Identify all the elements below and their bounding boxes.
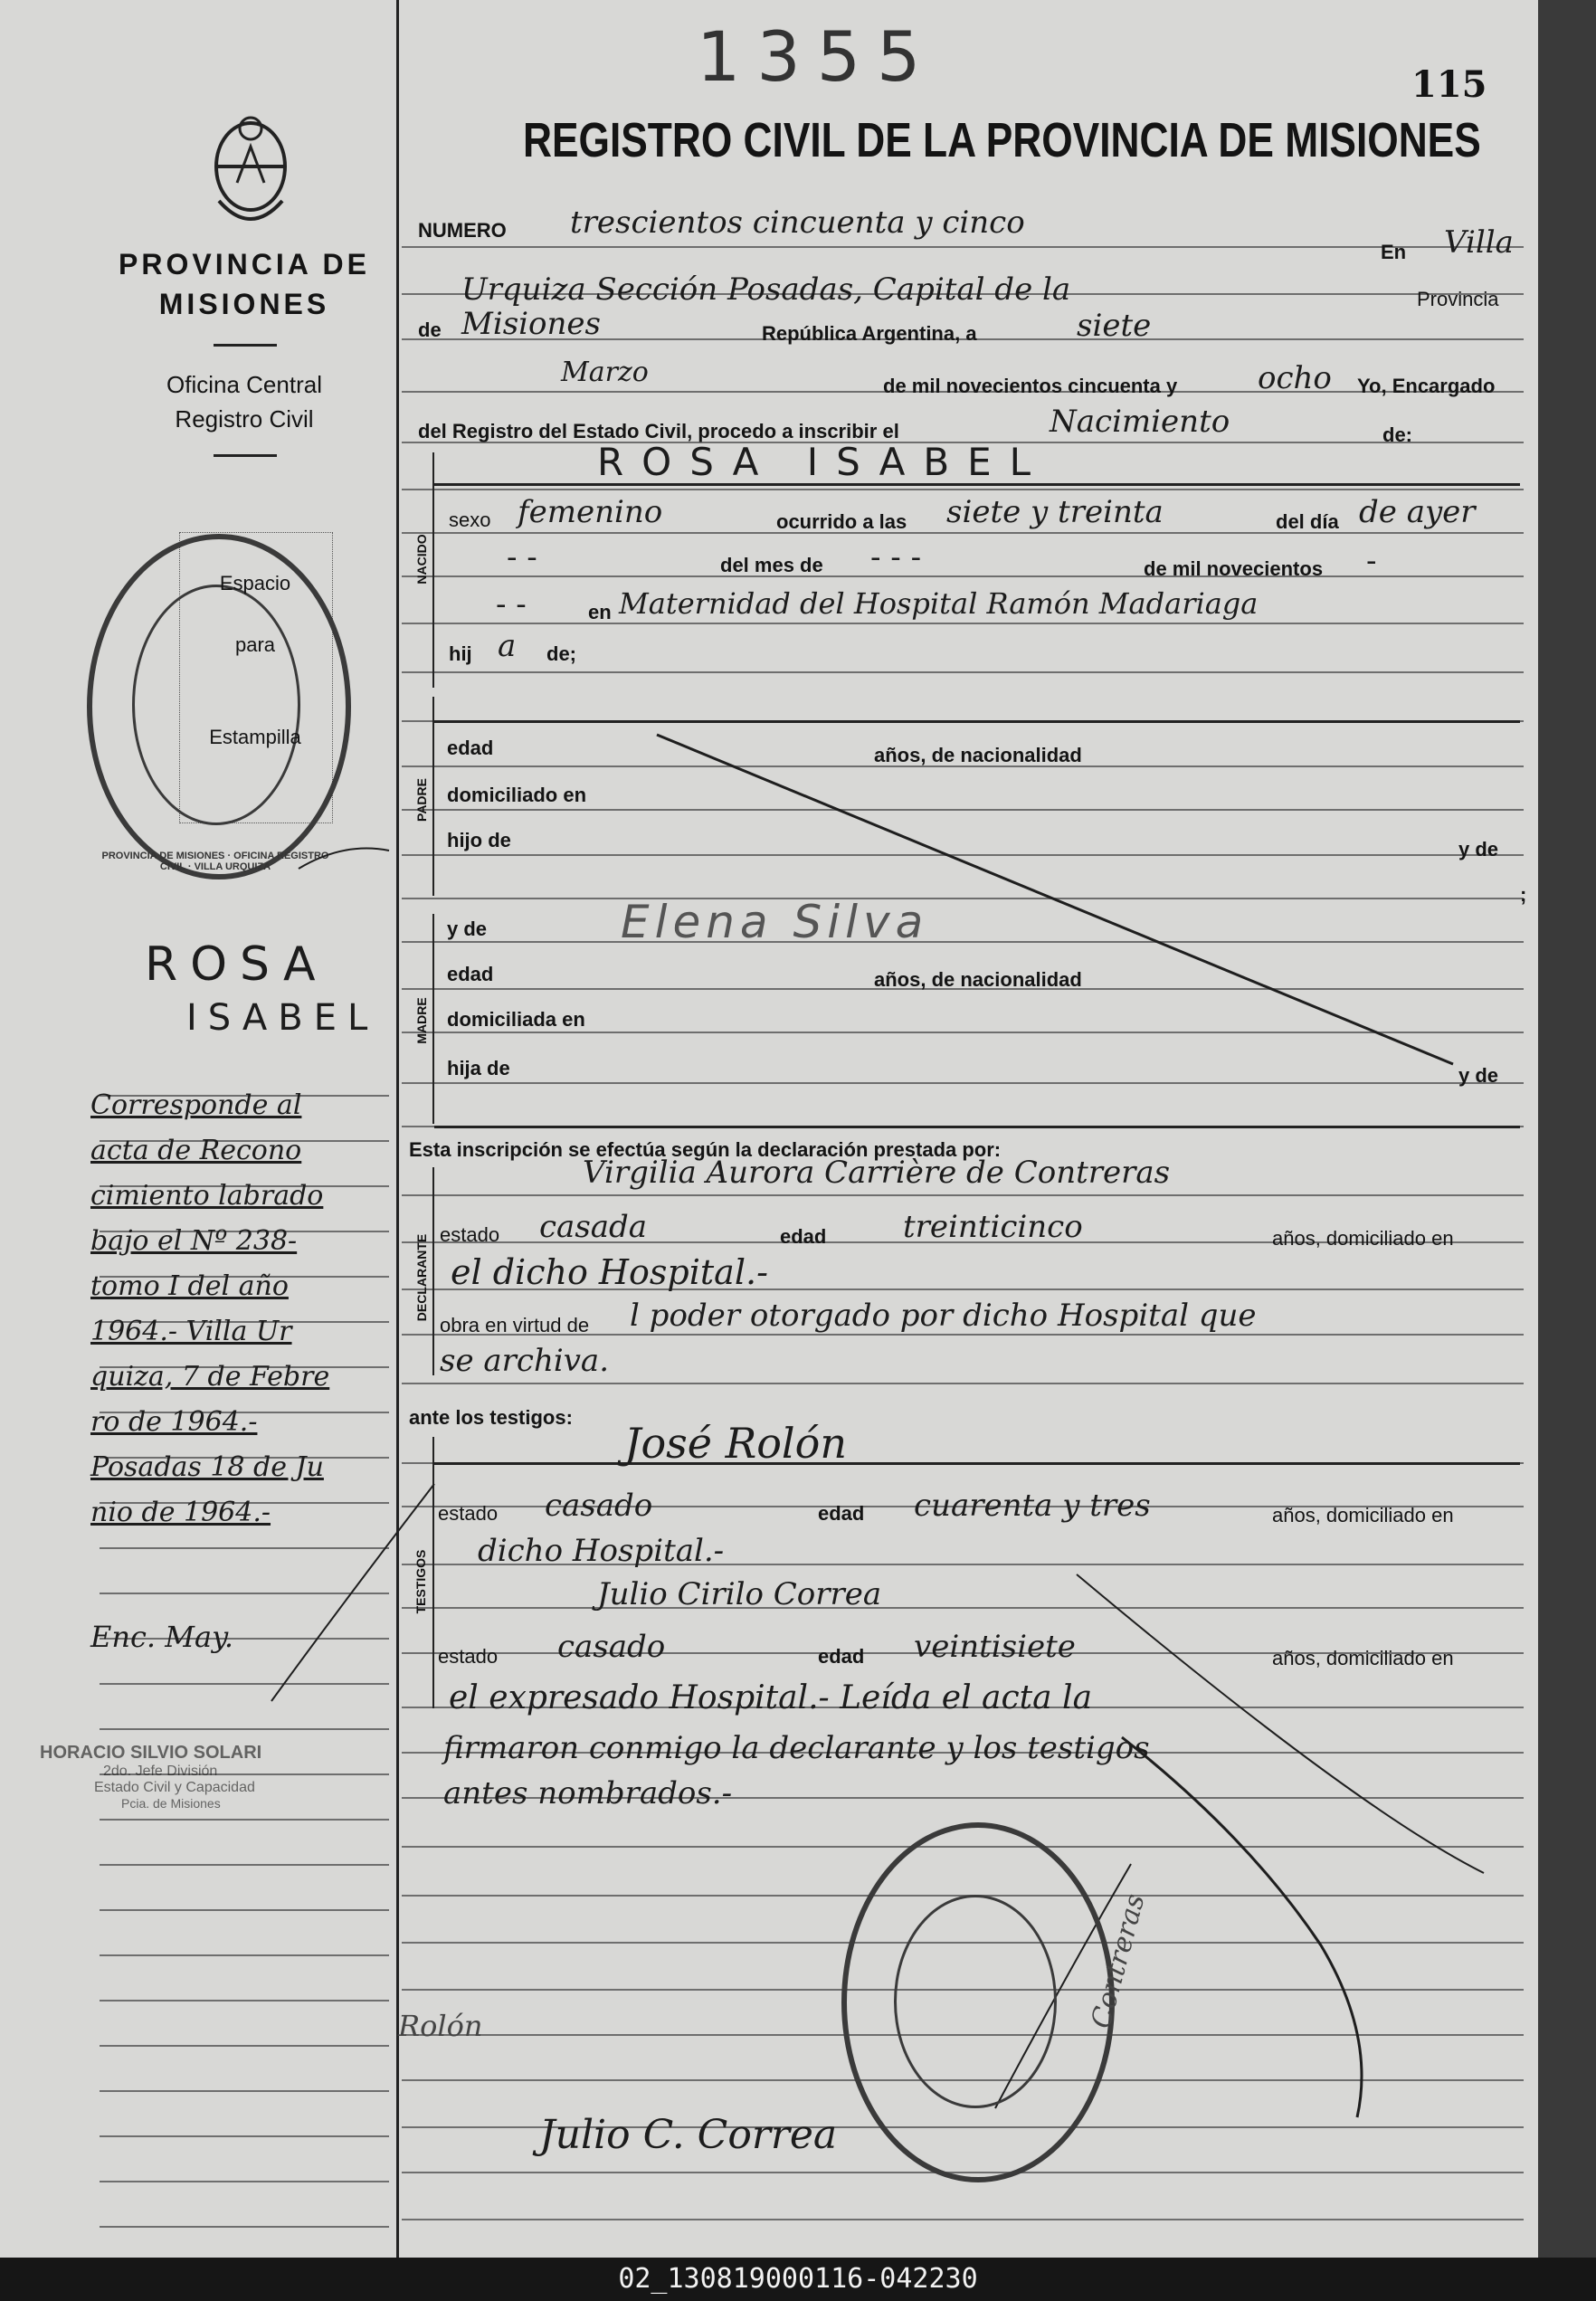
- madre-hija-de-label: hija de: [447, 1057, 510, 1079]
- testigo-2-estado-value: casado: [557, 1629, 666, 1665]
- margin-note-line: bajo el Nº 238-: [90, 1225, 298, 1257]
- province-heading: PROVINCIA DE MISIONES: [119, 248, 370, 320]
- page-edge: [1538, 0, 1596, 2258]
- madre-value: Elena Silva: [621, 896, 929, 948]
- padre-edad-label: edad: [447, 737, 494, 759]
- testigo-1-value: José Rolón: [624, 1419, 847, 1468]
- testigos-label: ante los testigos:: [409, 1406, 573, 1429]
- testigo-1-edad-label: edad: [818, 1502, 865, 1525]
- margin-note-line: Corresponde al: [90, 1089, 302, 1121]
- madre-side-label: MADRE: [414, 997, 429, 1044]
- testigo-1-anos-dom-label: años, domiciliado en: [1272, 1504, 1454, 1526]
- mil-label: de mil novecientos: [1144, 557, 1324, 580]
- sexo-value: femenino: [518, 494, 663, 530]
- del-mes-label: del mes de: [720, 554, 823, 576]
- declarante-side-label: DECLARANTE: [414, 1233, 429, 1322]
- margin-signature-note: Enc. May.: [90, 1620, 234, 1654]
- declaracion-label: Esta inscripción se efectúa según la declaración prestada por:: [409, 1138, 1002, 1161]
- month-value: Marzo: [561, 357, 649, 388]
- office-line-1: Oficina Central: [166, 371, 322, 398]
- padre-side-label: PADRE: [414, 778, 429, 822]
- lugar-value: Maternidad del Hospital Ramón Madariaga: [619, 586, 1259, 621]
- stamp-space-label-1: Espacio: [219, 572, 291, 594]
- declarante-edad-value: treinticinco: [903, 1209, 1083, 1245]
- testigo-2-edad-value: veintisiete: [914, 1629, 1076, 1665]
- registry-seal-bottom-inner: [894, 1895, 1057, 2108]
- padre-semicolon: ;: [1520, 883, 1527, 906]
- place-value: Urquiza Sección Posadas, Capital de la: [461, 271, 1071, 308]
- rubber-stamp-line-1: HORACIO SILVIO SOLARI: [40, 1743, 262, 1763]
- signature-rolon: Rolón: [398, 2009, 483, 2043]
- madre-edad-label: edad: [447, 963, 494, 985]
- stamp-space-label-2: para: [234, 633, 276, 656]
- en-label: En: [1381, 241, 1407, 263]
- de-colon-label: de:: [1382, 423, 1412, 446]
- image-id-footer: 02_130819000116-042230: [0, 2258, 1596, 2301]
- hij-value: a: [498, 628, 517, 664]
- virtud-label: obra en virtud de: [440, 1314, 590, 1336]
- page-title: REGISTRO CIVIL DE LA PROVINCIA DE MISIONES: [523, 113, 1481, 167]
- margin-note-line: quiza, 7 de Febre: [90, 1361, 330, 1393]
- testigo-1-edad-value: cuarenta y tres: [914, 1488, 1151, 1524]
- testigo-1-estado-label: estado: [438, 1502, 499, 1525]
- rubber-stamp-line-3: Estado Civil y Capacidad: [94, 1780, 255, 1795]
- day-value: siete: [1077, 308, 1152, 344]
- madre-anos-nacionalidad-label: años, de nacionalidad: [874, 968, 1082, 991]
- folio-number: 115: [1411, 63, 1487, 106]
- en-lugar-label: en: [588, 601, 612, 623]
- hora-value: siete y treinta: [946, 494, 1164, 530]
- de-label: de: [418, 319, 442, 341]
- en-value: Villa: [1444, 224, 1514, 261]
- testigo-2-estado-label: estado: [438, 1645, 499, 1668]
- madre-y-de-label: y de: [447, 918, 488, 940]
- padre-domiciliado-label: domiciliado en: [447, 784, 587, 806]
- virtud-value: l poder otorgado por dicho Hospital que: [630, 1298, 1257, 1334]
- margin-note-line: ro de 1964.-: [90, 1406, 258, 1438]
- closing-line-2: firmaron conmigo la declarante y los testigos: [443, 1730, 1150, 1766]
- dash-1: - -: [507, 539, 537, 575]
- year-value: ocho: [1258, 360, 1332, 396]
- year-label: de mil novecientos cincuenta y: [883, 375, 1178, 397]
- declarante-estado-value: casada: [539, 1209, 648, 1245]
- dia-value: de ayer: [1359, 494, 1476, 530]
- office-line-2: Registro Civil: [175, 405, 314, 433]
- margin-note-line: acta de Recono: [90, 1135, 302, 1166]
- declarante-anos-dom-label: años, domiciliado en: [1272, 1227, 1454, 1250]
- margin-note-line: Posadas 18 de Ju: [90, 1451, 324, 1483]
- stamp-space-label-3: Estampilla: [209, 726, 301, 748]
- dash-2: -: [1366, 543, 1377, 579]
- rubber-stamp-line-4: Pcia. de Misiones: [121, 1796, 221, 1811]
- nacido-side-label: NACIDO: [414, 534, 429, 585]
- dash-3: - -: [496, 586, 527, 623]
- hij-de-label: de;: [546, 642, 576, 665]
- signature-julio-correa: Julio C. Correa: [539, 2112, 838, 2158]
- child-name-value: ROSA ISABEL: [597, 440, 1050, 484]
- declarante-edad-label: edad: [780, 1225, 827, 1248]
- margin-note-line: tomo I del año: [90, 1270, 289, 1302]
- signature-contreras: Contreras: [1085, 1890, 1152, 2032]
- declarante-estado-label: estado: [440, 1223, 500, 1246]
- closing-line-3: antes nombrados.-: [443, 1775, 733, 1811]
- testigo-1-estado-value: casado: [545, 1488, 653, 1524]
- numero-value: trescientos cincuenta y cinco: [570, 204, 1025, 241]
- madre-y-de2-label: y de: [1458, 1064, 1499, 1087]
- closing-line-1: el expresado Hospital.- Leída el acta la: [449, 1679, 1093, 1716]
- rubber-stamp-line-2: 2do. Jefe División: [103, 1764, 218, 1779]
- numero-label: NUMERO: [418, 219, 507, 242]
- handwritten-number: 1355: [697, 16, 937, 97]
- hij-label: hij: [449, 642, 472, 665]
- padre-hijo-de-label: hijo de: [447, 829, 511, 851]
- virtud-value-2: se archiva.: [440, 1343, 609, 1379]
- registry-label: del Registro del Estado Civil, procedo a inscribir el: [418, 420, 899, 442]
- province-value: Misiones: [461, 306, 601, 342]
- testigo-2-edad-label: edad: [818, 1645, 865, 1668]
- testigo-2-anos-dom-label: años, domiciliado en: [1272, 1647, 1454, 1669]
- margin-note-line: cimiento labrado: [90, 1180, 324, 1212]
- seal-caption: PROVINCIA DE MISIONES · OFICINA REGISTRO CIVIL · VILLA URQUIZA: [101, 851, 329, 872]
- padre-y-de-label: y de: [1458, 838, 1499, 860]
- act-value: Nacimiento: [1050, 404, 1230, 440]
- testigo-2-value: Julio Cirilo Correa: [597, 1576, 882, 1612]
- del-dia-label: del día: [1276, 510, 1339, 533]
- testigos-side-label: TESTIGOS: [413, 1549, 428, 1614]
- margin-note-line: 1964.- Villa Ur: [90, 1316, 292, 1347]
- provincia-label: Provincia: [1417, 288, 1499, 310]
- margin-name-1: ROSA: [145, 937, 328, 992]
- sexo-label: sexo: [449, 509, 491, 531]
- ocurrido-label: ocurrido a las: [776, 510, 907, 533]
- margin-name-2: ISABEL: [186, 997, 379, 1039]
- padre-anos-nacionalidad-label: años, de nacionalidad: [874, 744, 1082, 766]
- republica-label: República Argentina, a: [762, 322, 977, 345]
- yo-label: Yo, Encargado: [1357, 375, 1496, 397]
- testigo-1-dom-value: dicho Hospital.-: [478, 1533, 725, 1569]
- mes-value: - - -: [870, 539, 922, 575]
- margin-note-line: nio de 1964.-: [90, 1497, 271, 1528]
- madre-domiciliada-label: domiciliada en: [447, 1008, 585, 1031]
- declarante-value: Virgilia Aurora Carrière de Contreras: [583, 1155, 1171, 1191]
- declarante-dom-value: el dicho Hospital.-: [451, 1252, 768, 1292]
